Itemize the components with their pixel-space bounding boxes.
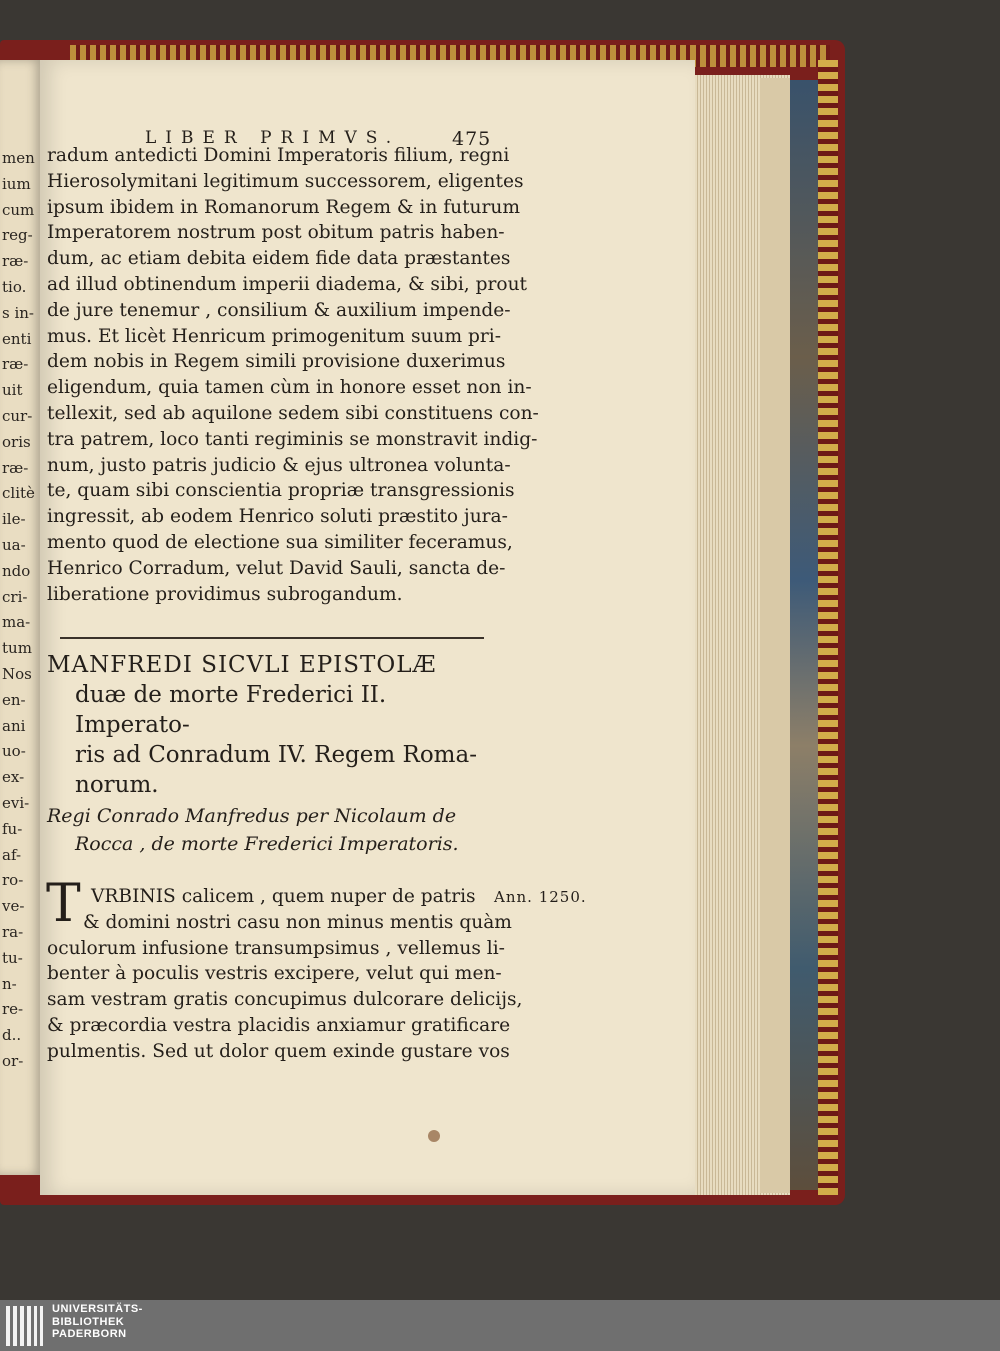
left-page-fragment-text: ex- (2, 768, 25, 787)
letter-address (47, 802, 507, 858)
left-page-fragment-text: evi- (2, 794, 30, 812)
left-page-fragment-text: re- (2, 1000, 24, 1019)
left-page-fragment-text: ra- (2, 923, 24, 941)
text-line: sam vestram gratis concupimus dulcorare delicijs, (47, 989, 523, 1011)
left-page-fragment-text: tum (2, 639, 32, 658)
text-line: mento quod de electione sua similiter feceramus, (47, 531, 513, 553)
heading-line: duæ de morte Frederici II. Imperato- (75, 682, 387, 738)
left-page-fragment-text: s in- (2, 303, 34, 322)
left-page-fragment-text: reg- (2, 226, 33, 245)
logo-line: UNIVERSITÄTS- (52, 1303, 143, 1315)
running-head: LIBER PRIMVS. (145, 128, 401, 148)
left-page-fragment-text: ua- (2, 536, 26, 554)
body-text (47, 143, 539, 607)
text-line: Henrico Corradum, velut David Sauli, sancta de- (47, 557, 506, 579)
text-line: VRBINIS calicem , quem nuper de patris (91, 886, 476, 907)
page-number: 475 (452, 128, 492, 150)
logo-line: BIBLIOTHEK (52, 1315, 125, 1328)
left-page-fragment-text: ræ- (2, 355, 29, 374)
text-line: dum, ac etiam debita eidem fide data præstantes (47, 248, 511, 270)
text-line: benter à poculis vestris excipere, velut qui men- (47, 963, 502, 985)
left-page-fragment-text: ium (2, 174, 31, 193)
left-page-fragment-text: tio. (2, 278, 27, 296)
left-page-fragment-text: n- (2, 974, 17, 993)
text-line: de jure tenemur , consilium & auxilium impende- (47, 299, 511, 321)
logo-line: PADERBORN (52, 1328, 127, 1340)
text-line: liberatione providimus subrogandum. (47, 583, 403, 605)
left-page-fragment-text: Nos (2, 665, 32, 683)
left-page-fragment-text: af- (2, 845, 22, 864)
text-line: pulmentis. Sed ut dolor quem exinde gustare vos (47, 1040, 510, 1062)
left-page-fragment-text: cri- (2, 587, 28, 606)
text-line: & domini nostri casu non minus mentis quàm (83, 911, 512, 933)
text-line: radum antedicti Domini Imperatoris filium, regni (47, 145, 510, 166)
paper-stain (428, 1130, 440, 1142)
address-line: Regi Conrado Manfredus per Nicolaum de (47, 805, 457, 827)
left-page-fragment-text: ve- (2, 897, 25, 916)
text-line: eligendum, quia tamen cùm in honore esset non in- (47, 377, 532, 399)
left-page-fragment-text: tu- (2, 948, 23, 967)
text-line: num, justo patris judicio & ejus ultronea volunta- (47, 454, 511, 476)
left-page-fragment-text: uo- (2, 742, 26, 761)
marbled-edge (790, 80, 818, 1190)
library-logo-icon (6, 1306, 46, 1346)
section-rule (60, 637, 484, 639)
text-line: Hierosolymitani legitimum successorem, eligentes (47, 170, 524, 192)
left-page-fragment-text: ræ- (2, 458, 29, 477)
text-line: tellexit, sed ab aquilone sedem sibi constituens con- (47, 402, 539, 424)
left-page-fragment-text: ma- (2, 613, 31, 632)
left-page-fragment-text: d.. (2, 1026, 22, 1045)
text-line: ipsum ibidem in Romanorum Regem & in futurum (47, 196, 521, 218)
text-line: mus. Et licèt Henricum primogenitum suum pri- (47, 325, 502, 347)
left-page-fragment-text: clitè (2, 484, 35, 503)
left-page-fragment-text: ro- (2, 871, 24, 890)
footer-bar (0, 1300, 1000, 1351)
left-page-fragment-text: cum (2, 200, 35, 219)
letter-text (47, 884, 523, 1065)
left-page-fragment-text: ani (2, 716, 26, 735)
left-page-fragment-text: cur- (2, 407, 33, 425)
text-line: Imperatorem nostrum post obitum patris haben- (47, 222, 505, 244)
left-page-fragment-text: fu- (2, 819, 23, 838)
left-page-fragment-text: uit (2, 381, 23, 400)
heading-line: norum. (75, 772, 159, 798)
left-page-fragment-text: ræ- (2, 252, 29, 271)
text-line: dem nobis in Regem simili provisione duxerimus (47, 351, 506, 373)
page-edges-inner (760, 78, 790, 1193)
left-page-fragment (0, 60, 42, 1175)
section-heading (47, 650, 507, 800)
text-line: oculorum infusione transumpsimus , vellemus li- (47, 937, 505, 959)
text-line: & præcordia vestra placidis anxiamur gratificare (47, 1014, 511, 1036)
text-line: ingressit, ab eodem Henrico soluti præstito jura- (47, 506, 508, 528)
drop-cap: T (46, 874, 81, 934)
left-page-fragment-text: enti (2, 329, 32, 348)
library-logo-text (52, 1303, 143, 1341)
text-line: te, quam sibi conscientia propriæ transgressionis (47, 480, 515, 502)
left-page-fragment-text: ndo (2, 561, 31, 580)
marginal-note: Ann. 1250. (494, 888, 587, 906)
text-line: ad illud obtinendum imperii diadema, & sibi, prout (47, 273, 528, 295)
left-page-fragment-text: men (2, 149, 35, 167)
heading-title: MANFREDI SICVLI EPISTOLÆ (47, 652, 437, 678)
gilt-border-right (818, 60, 838, 1195)
text-line: tra patrem, loco tanti regiminis se monstravit indig- (47, 428, 538, 450)
left-page-fragment-text: or- (2, 1052, 24, 1070)
left-page-fragment-text: en- (2, 690, 26, 709)
left-page-fragment-text: oris (2, 432, 31, 451)
left-page-fragment-text: ile- (2, 510, 26, 529)
address-line: Rocca , de morte Frederici Imperatoris. (75, 833, 459, 855)
heading-line: ris ad Conradum IV. Regem Roma- (75, 742, 477, 768)
